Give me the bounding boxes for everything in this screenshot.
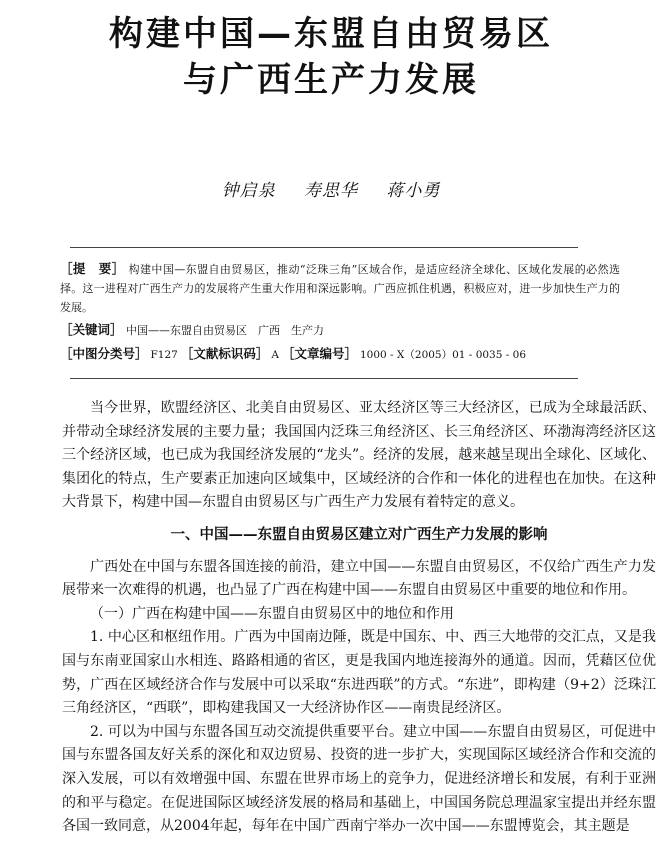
- body-paragraph: 广西处在中国与东盟各国连接的前沿，建立中国——东盟自由贸易区，不仅给广西生产力发展带来一次难得的机遇，也凸显了广西在构建中国——东盟自由贸易区中重要的地位和作用。: [62, 558, 656, 599]
- keywords-text: 中国——东盟自由贸易区 广西 生产力: [126, 324, 325, 337]
- article-number-label: ［文章编号］: [281, 346, 357, 361]
- body-paragraph: 当今世界，欧盟经济区、北美自由贸易区、亚太经济区等三大经济区，已成为全球最活跃、并带动全球经济发展的主要力量；我国国内泛珠三角经济区、长三角经济区、环渤海湾经济区这三个经济区域，也已成为我国经济发展的“龙头”。经济的发展，越来越呈现出全球化、区域化、集团化的特点，生产要素正加速向区域集中，区域经济的合作和一体化的进程也在加快。在这种大背景下，构建中国—东盟自由贸易区与广西生产力发展有着特定的意义。: [62, 400, 656, 511]
- body-paragraph: 2. 可以为中国与东盟各国互动交流提供重要平台。建立中国——东盟自由贸易区，可促进中国与东盟各国友好关系的深化和双边贸易、投资的进一步扩大，实现国际区域经济合作和交流的深入发展，可以有效增强中国、东盟在世界市场上的竞争力，促进经济增长和发展，有利于亚洲的和平与稳定。在促进国际区域经济发展的格局和基础上，中国国务院总理温家宝提出并经东盟各国一致同意，从2004年起，每年在中国广西南宁举办一次中国——东盟博览会，其主题是: [62, 723, 656, 835]
- classification-row: [60, 344, 620, 365]
- classification-value: F127: [150, 349, 178, 361]
- article-title-line-2: 与广西生产力发展: [183, 60, 479, 100]
- doc-code-label: ［文献标识码］: [180, 346, 269, 361]
- body-paragraph: 1. 中心区和枢纽作用。广西为中国南边陲，既是中国东、中、西三大地带的交汇点，又是我国与东南亚国家山水相连、路路相通的省区，更是我国内地连接海外的通道。因而，凭藉区位优势，广西在区域经济合作与发展中可以采取“东进西联”的方式。“东进”，即构建（9+2）泛珠江三角经济区，“西联”，即构建我国又一大经济协作区——南贵昆经济区。: [62, 629, 656, 717]
- abstract-top-rule: [70, 247, 578, 248]
- abstract-bottom-rule: [70, 378, 578, 379]
- abstract-text: 构建中国—东盟自由贸易区，推动“泛珠三角”区域合作，是适应经济全球化、区域化发展的必然选择。这一进程对广西生产力的发展将产生重大作用和深远影响。广西应抓住机遇，积极应对，进一步加快生产力的发展。: [60, 263, 620, 314]
- section-heading: 一、中国——东盟自由贸易区建立对广西生产力发展的影响: [170, 526, 548, 543]
- keywords-row: [60, 320, 620, 340]
- sub-heading: （一）广西在构建中国——东盟自由贸易区中的地位和作用: [90, 605, 454, 622]
- author-list: [0, 176, 662, 201]
- article-body: [62, 397, 656, 839]
- doc-code-value: A: [271, 349, 279, 361]
- author-name: 寿思华: [304, 181, 358, 201]
- article-title-line-1: 构建中国—东盟自由贸易区: [109, 14, 553, 54]
- abstract-label: ［提 要］: [60, 261, 125, 276]
- author-name: 钟启泉: [221, 181, 276, 201]
- classification-label: ［中图分类号］: [60, 346, 148, 361]
- article-number-value: 1000 - X（2005）01 - 0035 - 06: [359, 349, 526, 361]
- keywords-label: ［关键词］: [60, 322, 123, 337]
- abstract-row: [60, 259, 620, 317]
- abstract-block: [60, 259, 620, 365]
- author-name: 蒋小勇: [386, 181, 441, 201]
